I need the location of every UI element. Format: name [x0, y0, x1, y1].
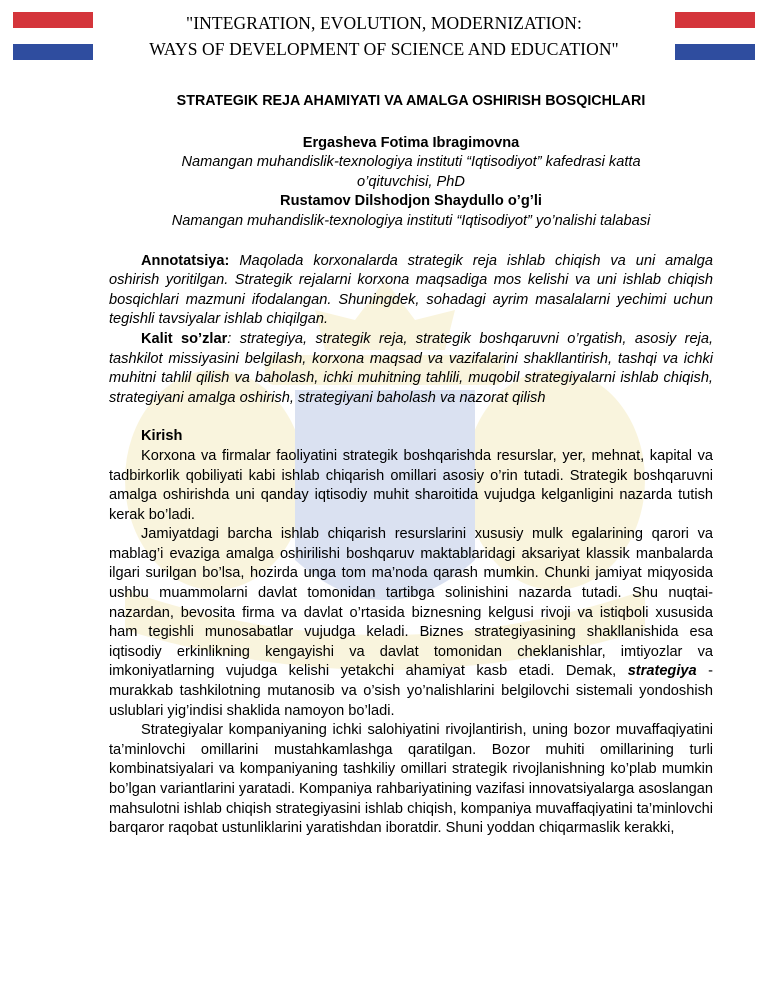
paragraph-2: [109, 525, 713, 721]
paragraph-1: Korxona va firmalar faoliyatini strategik boshqarishda resurslar, yer, mehnat, kapital va tadbirkorlik qobiliyati kabi ishlab chiqarish omillari asosiy o’rin tutadi. Strategik boshqaruvni amalga oshirishda uni qanday iqtisodiy muhit sharoitida vujudga kelganligini nazarda tutish kerak bo’ladi.: [109, 447, 713, 523]
keywords-label: Kalit so’zlar: [141, 330, 228, 347]
annotation-label: Annotatsiya:: [141, 252, 230, 269]
paragraph-2-term: strategiya: [627, 663, 697, 680]
annotation-text: Maqolada korxonalarda strategik reja ishlab chiqish va uni amalga oshirish yoritilgan. Strategik rejalarni korxona maqsadiga mos kelishi va uni ishlab chiqish bosqichlari mazmuni ifodalangan. Shuningdek, sohadagi ayrim masalalarni yechimi uchun tegishli tavsiyalar ishlab chiqilgan.: [109, 252, 713, 328]
author-affiliation-1-line2: o’qituvchisi, PhD: [357, 173, 465, 190]
journal-title-line2: WAYS OF DEVELOPMENT OF SCIENCE AND EDUCATION": [149, 39, 619, 59]
author-name-1: Ergasheva Fotima Ibragimovna: [302, 134, 520, 151]
paragraph-2-text-before: Jamiyatdagi barcha ishlab chiqarish resurslarini xususiy mulk egalarining qarori va mablag’i evaziga amalga oshirilishi boshqaruv maktablaridagi aksariyat klassik manbalarda ilgari surilgan bo’lsa, hozirda unga tom ma’noda qarash mumkin. Chunki jamiyat miqyosida ushbu muammolarni davlat tomonidan tartibga solinishini nazarda tutadi. Shu nuqtai-nazardan, bevosita firma va davlat o’rtasida biznesning kelgusi rivoji va istiqboli xususida ham tegishli munosabatlar vujudga keladi. Biznes strategiyasining shakllanishida esa iqtisodiy erkinlikning kengayishi va davlat tomonidan cheklanishlar, imtiyozlar va imkoniyatlarning vujudga kelishi yetakchi ahamiyat kasb etadi. Demak,: [109, 526, 713, 680]
journal-title-line1: "INTEGRATION, EVOLUTION, MODERNIZATION:: [186, 13, 582, 33]
netherlands-flag-icon-right: [675, 12, 755, 60]
author-affiliation-1-line1: Namangan muhandislik-texnologiya instituti “Iqtisodiyot” kafedrasi katta: [181, 154, 641, 171]
article-body: [109, 92, 713, 839]
keywords-text: : strategiya, strategik reja, strategik boshqaruvni o’rgatish, asosiy reja, tashkilot missiyasini belgilash, korxona maqsad va vazifalarini shakllantirish, tashqi va ichki muhitni tahlil qilish va baholash, ichki muhitning tahlili, muqobil strategiyalarni ishlab chiqish, strategiyani amalga oshirish, strategiyani baholash va nazorat qilish: [109, 330, 713, 406]
journal-title: [0, 10, 768, 62]
paragraph-3: Strategiyalar kompaniyaning ichki salohiyatini rivojlantirish, uning bozor muvaffaqiyatini ta’minlovchi omillarini mustahkamlashga qaratilgan. Bozor muhiti omillarining turli kombinatsiyalari va kompaniyaning tashkiliy omillari strategik rivojlanishning ko’plab mumkin bo’lgan variantlarini yaratadi. Kompaniya rahbariyatining vazifasi innovatsiyalarga asoslangan mahsulotni ishlab chiqish strategiyasini ishlab chiqish, kompaniya muvaffaqiyatini ta’minlovchi barqaror raqobat ustunliklarini yaratishdan iboratdir. Shuni yoddan chiqarmaslik kerakki,: [109, 722, 713, 837]
section-heading-intro: Kirish: [141, 428, 183, 445]
article-title: STRATEGIK REJA AHAMIYATI VA AMALGA OSHIRISH BOSQICHLARI: [176, 93, 646, 109]
annotation-paragraph: [109, 252, 713, 330]
page-header: [0, 0, 768, 80]
keywords-paragraph: [109, 330, 713, 408]
paragraph-2-text-after: - murakkab tashkilotning mutanosib va o’sish yo’nalishlarini belgilovchi sistemali yondoshish uslublari yig’indisi shaklida namoyon bo’ladi.: [109, 663, 713, 719]
author-affiliation-2: Namangan muhandislik-texnologiya instituti “Iqtisodiyot” yo’nalishi talabasi: [171, 212, 651, 229]
author-name-2: Rustamov Dilshodjon Shaydullo o’g’li: [280, 193, 542, 210]
